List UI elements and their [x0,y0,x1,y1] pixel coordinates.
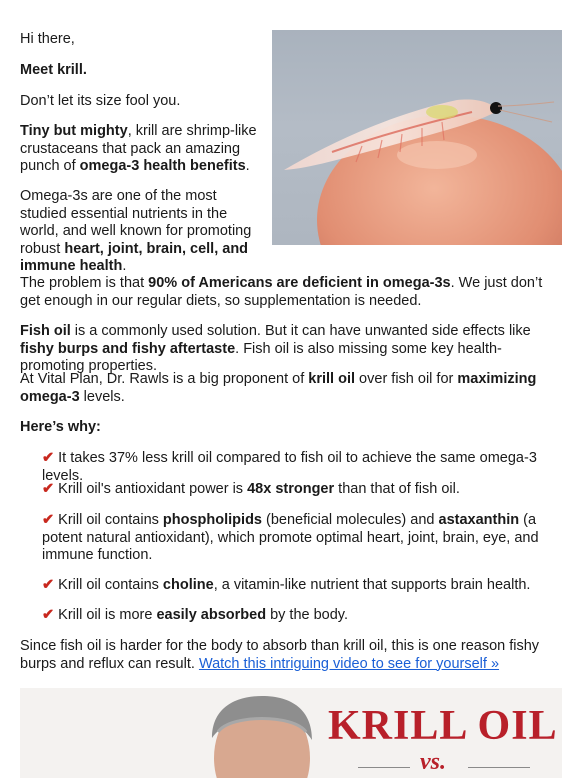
banner-vs: vs. [420,749,446,775]
heres-why-heading: Here’s why: [20,419,101,435]
checkmark-icon: ✔ [42,481,55,497]
reason-5: ✔ Krill oil is more easily absorbed by the body. [42,607,349,623]
checkmark-icon: ✔ [42,512,55,528]
krill-on-fingertip-photo [272,30,562,245]
reason-1: ✔ It takes 37% less krill oil compared to fish oil to achieve the same omega-3 levels. [42,450,537,484]
checkmark-icon: ✔ [42,607,55,623]
tiny-paragraph: Tiny but mighty, krill are shrimp-like crustaceans that pack an amazing punch of omega-3 health benefits. [20,123,257,174]
reason-4: ✔ Krill oil contains choline, a vitamin-like nutrient that supports brain health. [42,577,531,593]
banner-divider-right [468,767,530,768]
problem-paragraph: The problem is that 90% of Americans are deficient in omega-3s. We just don’t get enough in our regular diets, so supplementation is needed. [20,275,543,309]
size-line: Don’t let its size fool you. [20,93,181,109]
fish-oil-paragraph: Fish oil is a commonly used solution. But it can have unwanted side effects like fishy burps and fishy aftertaste. Fish oil is also missing some key health-promoting properties. [20,323,531,374]
reason-3: ✔ Krill oil contains phospholipids (beneficial molecules) and astaxanthin (a potent natural antioxidant), which promote optimal heart, joint, brain, eye, and immune function. [42,512,539,563]
presenter-photo [190,688,340,778]
reason-2: ✔ Krill oil's antioxidant power is 48x stronger than that of fish oil. [42,481,460,497]
meet-krill-heading: Meet krill. [20,62,87,78]
krill-oil-video-banner[interactable] [20,688,562,778]
omega-paragraph: Omega-3s are one of the most studied essential nutrients in the world, and well known for promoting robust heart, joint, brain, cell, and immune health. [20,188,252,274]
banner-divider-left [358,767,410,768]
greeting: Hi there, [20,31,75,47]
watch-video-link[interactable]: Watch this intriguing video to see for yourself » [198,655,500,672]
krill-illustration [272,30,562,245]
checkmark-icon: ✔ [42,577,55,593]
closing-paragraph: Since fish oil is harder for the body to absorb than krill oil, this is one reason fishy burps and reflux can result. Watch this intriguing video to see for yourself » [20,638,540,672]
vital-plan-paragraph: At Vital Plan, Dr. Rawls is a big proponent of krill oil over fish oil for maximizing omega-3 levels. [20,371,537,405]
banner-title: KRILL OIL [328,703,558,749]
checkmark-icon: ✔ [42,450,55,466]
